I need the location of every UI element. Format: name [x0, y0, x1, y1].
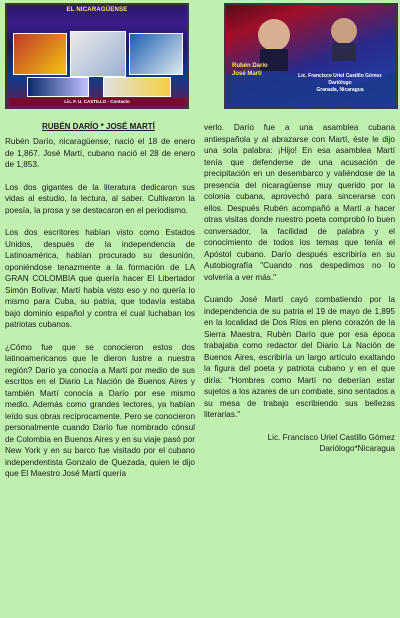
- left-banner-panel-2: [70, 31, 126, 77]
- signature: [204, 432, 395, 455]
- right-banner-image: [224, 3, 398, 109]
- article-title: RUBÉN DARÍO * JOSÉ MARTÍ: [42, 122, 155, 131]
- left-banner-panel-1: [13, 33, 67, 75]
- right-banner-line-2: José Martí: [232, 71, 262, 77]
- right-banner-line-1: Rubén Darío: [232, 63, 268, 69]
- right-banner-line-3: Lic. Francisco Uriel Castillo Gómez: [298, 73, 382, 79]
- left-banner-panel-4: [27, 77, 89, 97]
- paragraph-2: Los dos gigantes de la literatura dedicaron sus vidas al estudio, la lectura, al saber. Cultivaron la poesía, la prosa y se destacaron en el periodismo.: [5, 182, 195, 215]
- left-banner-panel-5: [103, 77, 171, 97]
- paragraph-6: Cuando José Martí cayó combatiendo por la independencia de su patria el 19 de mayo de 1,895 en la localidad de Dos Ríos en pleno corazón de la Sierra Maestra, Rubén Darío que por esa época trabajaba como redactor del Diario La Nación de Buenos Aires, escribiría un largo artículo exaltando la figura del poeta y patriota cubano y en el que diría: "Hombres como Martí no deberían estar sujetos a los azares de un combate, sino sentados a su mesa de trabajo escribiendo sus bellezas literarias.": [204, 295, 395, 419]
- right-banner-line-4: Dariólogo: [328, 80, 352, 86]
- right-banner-line-5: Granada, Nicaragua: [316, 87, 364, 93]
- left-column: [5, 136, 195, 480]
- paragraph-1: Rubén Darío, nicaragüense, nació el 18 de enero de 1,867. José Martí, cubano nació el 28 de enero de 1,853.: [5, 137, 195, 169]
- left-banner-footer: Lic. F. U. CASTILLO - Contacto: [9, 98, 185, 106]
- paragraph-4: ¿Cómo fue que se conocieron estos dos latinoamericanos que le dieron lustre a nuestra región? Darío ya conocía a Martí por medio de sus escritos en el Diario La Nación de Buenos Aires y también Martí conocía a Darío por ese mismo medio. Además como grandes lectores, ya habían leído sus obras recíprocamente. Pero se conocieron personalmente cuando Darío fue nombrado cónsul de Colombia en Buenos Aires y en su viaje pasó por New York y en su barco fue visitado por el cubano independentista Gonzalo de Quezada, quien le dijo que El Maestro José Martí quería: [5, 342, 195, 478]
- paragraph-5: verlo. Darío fue a una asamblea cubana antiespañola y al abrazarse con Martí, éste le dijo una sola palabra: ¡Hijo! En esa asamblea Martí tenía que defenderse de una acusación de precipitación en un desembarco y valiéndose de la presencia del nicaragüense muy querido por la colonia cubana, aprovechó para sincerarse con ellos. Después Rubén acompañó a Martí a hacer otras visitas donde nuestro poeta comprobó lo buen conversador, la facilidad de palabra y el conocimiento de todos los temas que tenía el Apóstol cubano. Darío después escribiría en su Autobiografía "Cuando nos despedimos no lo volvería a ver más.": [204, 123, 395, 282]
- left-banner-title: EL NICARAGÜENSE: [66, 7, 128, 13]
- signature-name: Lic. Francisco Uriel Castillo Gómez: [267, 432, 395, 442]
- paragraph-3: Los dos escritores habían visto como Estados Unidos, después de la independencia de Latinoamérica, habían procurado su desunión, oponiéndose tenazmente a la formación de LA GRAN COLOMBIA que quería hacer El Libertador Simón Bolívar. Martí había visto eso y no quería lo mismo para Cuba, su patria, que todavía estaba bajo dominio español y contra el cual luchaban los patriotas cubanos.: [5, 228, 195, 329]
- right-column: [204, 122, 395, 455]
- signature-title: Dariólogo*Nicaragua: [319, 444, 395, 453]
- left-banner-panel-3: [129, 33, 183, 75]
- left-banner-image: [5, 3, 189, 109]
